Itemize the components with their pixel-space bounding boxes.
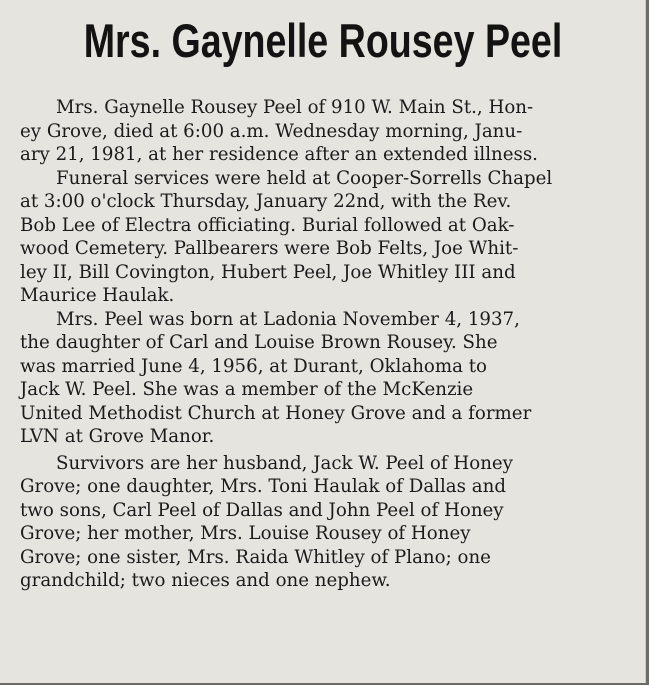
- paragraph-2-line-4: wood Cemetery. Pallbearers were Bob Felts, Joe Whit-: [20, 238, 519, 259]
- paragraph-4-line-5: Grove; one sister, Mrs. Raida Whitley of Plano; one: [20, 546, 491, 568]
- paragraph-4-line-6: grandchild; two nieces and one nephew.: [20, 570, 391, 591]
- paragraph-4-line-4: Grove; her mother, Mrs. Louise Rousey of Honey: [20, 523, 471, 544]
- headline: Mrs. Gaynelle Rousey Peel: [83, 14, 563, 67]
- paragraph-1-line-1: Mrs. Gaynelle Rousey Peel of 910 W. Main St., Hon-: [56, 97, 534, 118]
- paragraph-2-line-2: at 3:00 o'clock Thursday, January 22nd, with the Rev.: [20, 191, 512, 212]
- paragraph-2-line-5: ley II, Bill Covington, Hubert Peel, Joe Whitley III and: [20, 261, 516, 283]
- paragraph-1-line-3: ary 21, 1981, at her residence after an extended illness.: [20, 144, 538, 165]
- obituary-body: [20, 96, 640, 593]
- paragraph-3-line-3: was married June 4, 1956, at Durant, Oklahoma to: [20, 355, 487, 377]
- paragraph-3-line-1: Mrs. Peel was born at Ladonia November 4, 1937,: [56, 308, 520, 330]
- paragraph-2-line-1: Funeral services were held at Cooper-Sorrells Chapel: [56, 167, 553, 189]
- paragraph-3-line-4: Jack W. Peel. She was a member of the McKenzie: [20, 379, 474, 400]
- paragraph-4-line-1: Survivors are her husband, Jack W. Peel of Honey: [56, 452, 513, 474]
- paragraph-3-line-5: United Methodist Church at Honey Grove and a former: [20, 402, 532, 424]
- paragraph-4-line-2: Grove; one daughter, Mrs. Toni Haulak of Dallas and: [20, 476, 506, 497]
- paragraph-2-line-3: Bob Lee of Electra officiating. Burial followed at Oak-: [20, 214, 515, 236]
- paragraph-1-line-2: ey Grove, died at 6:00 a.m. Wednesday morning, Janu-: [20, 120, 523, 142]
- paragraph-3-line-6: LVN at Grove Manor.: [20, 426, 215, 447]
- paragraph-4-line-3: two sons, Carl Peel of Dallas and John Peel of Honey: [20, 499, 504, 521]
- paragraph-2-line-6: Maurice Haulak.: [20, 285, 175, 306]
- paragraph-3-line-2: the daughter of Carl and Louise Brown Rousey. She: [20, 332, 498, 353]
